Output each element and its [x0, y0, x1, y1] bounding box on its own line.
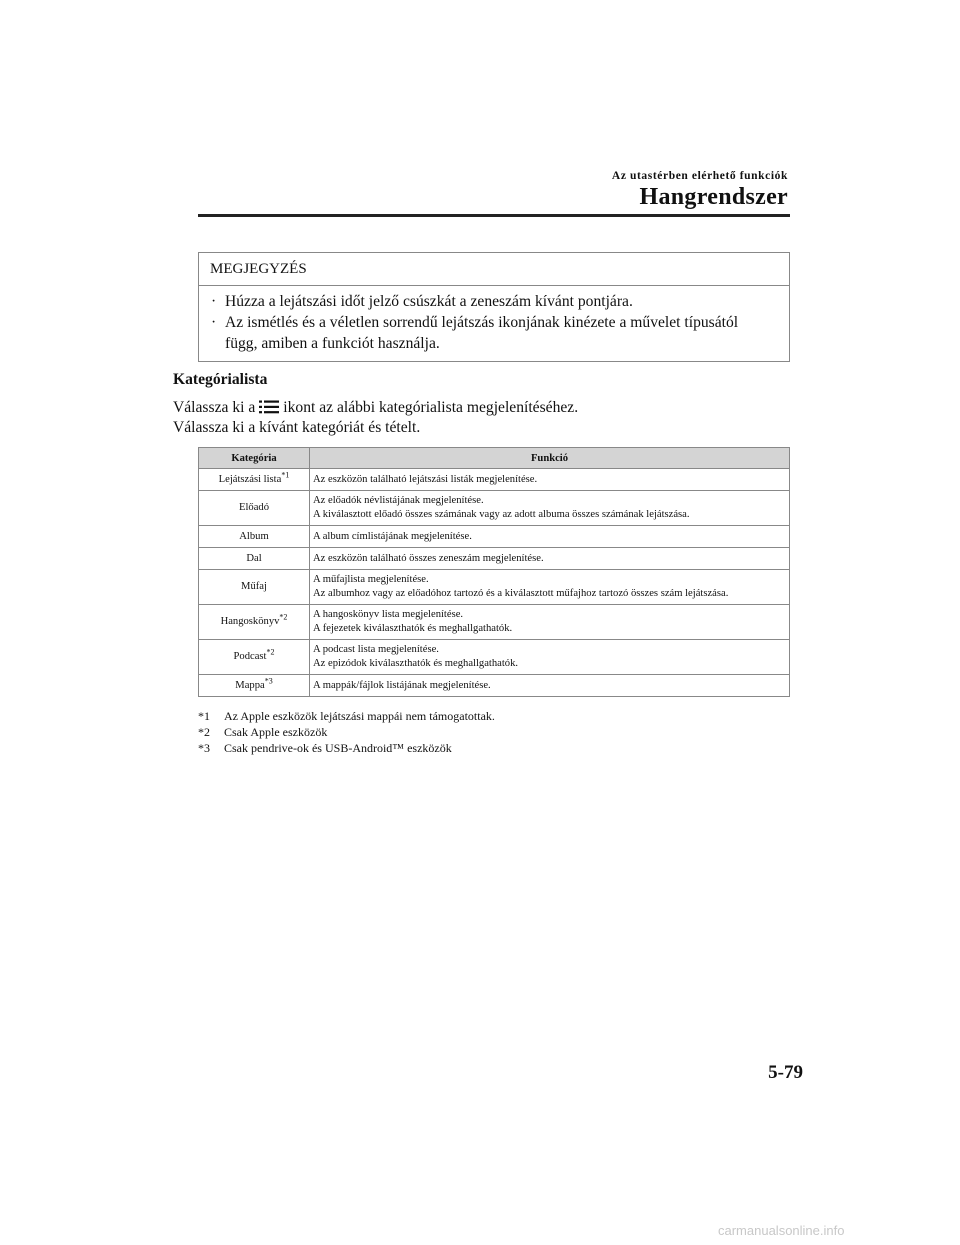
function-line: A album címlistájának megjelenítése. — [313, 530, 472, 542]
bullet: · — [211, 314, 217, 331]
category-cell — [199, 491, 310, 526]
watermark: carmanualsonline.info — [718, 1223, 845, 1238]
category-cell — [199, 469, 310, 491]
function-cell — [310, 491, 790, 526]
category-name: Lejátszási lista — [218, 473, 282, 485]
function-line: A hangoskönyv lista megjelenítése. — [313, 609, 464, 620]
bullet: · — [211, 293, 217, 310]
category-cell — [199, 548, 310, 570]
instruction-text-after: ikont az alábbi kategórialista megjelenítéséhez. — [283, 399, 579, 416]
category-cell — [199, 640, 310, 675]
footnote-ref: *1 — [281, 469, 290, 479]
note-box — [198, 252, 790, 362]
column-header-category: Kategória — [199, 448, 310, 469]
category-cell — [199, 526, 310, 548]
note-title: MEGJEGYZÉS — [199, 253, 789, 286]
instruction-text-before: Válassza ki a — [173, 399, 256, 416]
function-line: Az albumhoz vagy az előadóhoz tartozó és a kiválasztott műfajhoz tartozó összes szám lejátszása. — [313, 588, 729, 599]
footnote-ref: *2 — [279, 612, 288, 622]
note-item — [211, 312, 773, 354]
category-cell — [199, 605, 310, 640]
table-row — [199, 570, 790, 605]
footnote-mark: *2 — [198, 725, 210, 739]
function-line: Az eszközön található lejátszási listák megjelenítése. — [313, 473, 538, 485]
function-line: Az eszközön található összes zeneszám megjelenítése. — [313, 552, 544, 564]
table-row — [199, 526, 790, 548]
footnotes — [198, 708, 495, 756]
header-rule — [198, 214, 790, 217]
note-body — [199, 286, 789, 361]
table-row — [199, 491, 790, 526]
footnote-text: Csak Apple eszközök — [224, 725, 328, 739]
footnote-mark: *3 — [198, 741, 210, 755]
footnote — [198, 708, 495, 724]
table-header-row — [199, 448, 790, 469]
table-row — [199, 640, 790, 675]
footnote-mark: *1 — [198, 709, 210, 723]
note-item-text: Húzza a lejátszási időt jelző csúszkát a zeneszám kívánt pontjára. — [225, 293, 633, 310]
footnote-ref: *2 — [266, 647, 275, 657]
function-cell — [310, 548, 790, 570]
category-name: Hangoskönyv — [220, 616, 280, 627]
page-number: 5-79 — [768, 1062, 803, 1083]
function-line: A fejezetek kiválaszthatók és meghallgathatók. — [313, 623, 513, 634]
note-item-text: Az ismétlés és a véletlen sorrendű lejátszás ikonjának kinézete a művelet típusától függ, amiben a funkciót használja. — [225, 314, 739, 352]
function-line: Az előadók névlistájának megjelenítése. — [313, 495, 484, 506]
category-cell — [199, 675, 310, 697]
function-line: A műfajlista megjelenítése. — [313, 574, 429, 585]
category-name: Mappa — [235, 679, 265, 691]
footnote-text: Csak pendrive-ok és USB-Android™ eszközök — [224, 741, 452, 755]
category-cell — [199, 570, 310, 605]
category-name: Előadó — [238, 502, 269, 513]
function-cell — [310, 605, 790, 640]
section-title: Kategórialista — [173, 371, 268, 388]
table-row — [199, 605, 790, 640]
instruction-paragraph: Válassza ki a kívánt kategóriát és tételt. — [173, 419, 421, 436]
footnote-text: Az Apple eszközök lejátszási mappái nem támogatottak. — [224, 709, 495, 723]
footnote — [198, 724, 495, 740]
function-cell — [310, 570, 790, 605]
category-name: Műfaj — [241, 581, 267, 592]
category-table — [198, 447, 790, 697]
header-title: Hangrendszer — [639, 184, 788, 210]
instruction-paragraph — [173, 398, 578, 420]
category-name: Dal — [246, 552, 262, 564]
function-cell — [310, 675, 790, 697]
table-row — [199, 469, 790, 491]
function-line: Az epizódok kiválaszthatók és meghallgathatók. — [313, 658, 519, 669]
function-cell — [310, 526, 790, 548]
function-line: A mappák/fájlok listájának megjelenítése. — [313, 679, 491, 691]
function-line: A kiválasztott előadó összes számának vagy az adott albuma összes számának lejátszása. — [313, 509, 690, 520]
table-row — [199, 675, 790, 697]
list-icon — [259, 400, 279, 420]
function-line: A podcast lista megjelenítése. — [313, 644, 439, 655]
column-header-function: Funkció — [310, 448, 790, 469]
footnote-ref: *3 — [264, 675, 273, 685]
category-name: Podcast — [233, 651, 267, 662]
function-cell — [310, 640, 790, 675]
footnote — [198, 740, 495, 756]
category-name: Album — [239, 530, 269, 542]
function-cell — [310, 469, 790, 491]
note-item — [211, 291, 773, 312]
header-subtitle: Az utastérben elérhető funkciók — [611, 170, 788, 182]
table-row — [199, 548, 790, 570]
